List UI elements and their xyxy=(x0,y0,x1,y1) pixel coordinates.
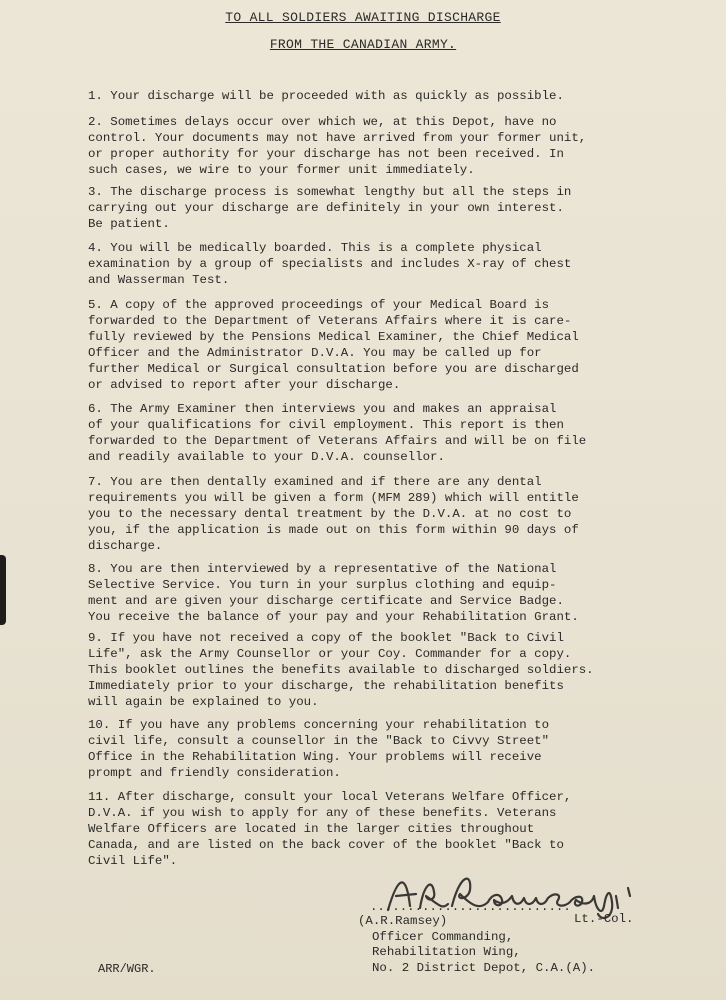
signatory-depot: No. 2 District Depot, C.A.(A). xyxy=(372,960,596,975)
signature-block xyxy=(358,914,688,976)
binding-hole-shadow xyxy=(0,555,6,625)
paragraph-5: 5. A copy of the approved proceedings of your Medical Board is forwarded to the Department of Veterans Affairs where it is care- fully reviewed by the Pensions Medical Examiner, the Chief Medical Officer and the Administrator D.V.A. You may be called up for further Medical or Surgical consultation before you are discharged or advised to report after your discharge. xyxy=(88,298,579,392)
signature-dots: ........................... xyxy=(370,900,571,914)
signatory-name: (A.R.Ramsey) xyxy=(358,914,448,928)
paragraph-2: 2. Sometimes delays occur over which we, at this Depot, have no control. Your documents may not have arrived from your former unit, or proper authority for your discharge has not been received. In such cases, we wire to your former unit immediately. xyxy=(88,115,587,177)
document-title: TO ALL SOLDIERS AWAITING DISCHARGE xyxy=(225,10,501,25)
paragraph-6: 6. The Army Examiner then interviews you and makes an appraisal of your qualifications for civil employment. This report is then forwarded to the Department of Veterans Affairs and will be on file and readily available to your D.V.A. counsellor. xyxy=(88,402,587,464)
signatory-rank: Lt.-Col. xyxy=(574,912,634,926)
paragraph-7: 7. You are then dentally examined and if there are any dental requirements you will be given a form (MFM 289) which will entitle you to the necessary dental treatment by the D.V.A. at no cost to you, if the application is made out on this form within 90 days of discharge. xyxy=(88,475,579,553)
reference-initials: ARR/WGR. xyxy=(98,962,156,976)
signatory-wing: Rehabilitation Wing, xyxy=(372,945,521,959)
paragraph-11: 11. After discharge, consult your local Veterans Welfare Officer, D.V.A. if you wish to apply for any of these benefits. Veterans Welfare Officers are located in the larger cities throughout Canada, and are listed on the back cover of the booklet "Back to Civil Life". xyxy=(88,790,572,868)
paragraph-4: 4. You will be medically boarded. This is a complete physical examination by a group of specialists and includes X-ray of chest and Wasserman Test. xyxy=(88,241,572,287)
paragraph-9: 9. If you have not received a copy of the booklet "Back to Civil Life", ask the Army Counsellor or your Coy. Commander for a copy. This booklet outlines the benefits available to discharged soldiers. Immediately prior to your discharge, the rehabilitation benefits will again be explained to you. xyxy=(88,631,594,709)
paragraph-1: 1. Your discharge will be proceeded with as quickly as possible. xyxy=(88,89,564,103)
signatory-title: Officer Commanding, xyxy=(372,929,514,944)
paragraph-8: 8. You are then interviewed by a representative of the National Selective Service. You turn in your surplus clothing and equip- ment and are given your discharge certificate and Service Badge. You receive the balance of your pay and your Rehabilitation Grant. xyxy=(88,562,579,624)
document-subtitle: FROM THE CANADIAN ARMY. xyxy=(269,37,457,52)
paragraph-3: 3. The discharge process is somewhat lengthy but all the steps in carrying out your discharge are definitely in your own interest. Be patient. xyxy=(88,185,572,231)
paragraph-10: 10. If you have any problems concerning your rehabilitation to civil life, consult a counsellor in the "Back to Civvy Street" Office in the Rehabilitation Wing. Your problems will receive prompt and friendly consideration. xyxy=(88,718,550,780)
